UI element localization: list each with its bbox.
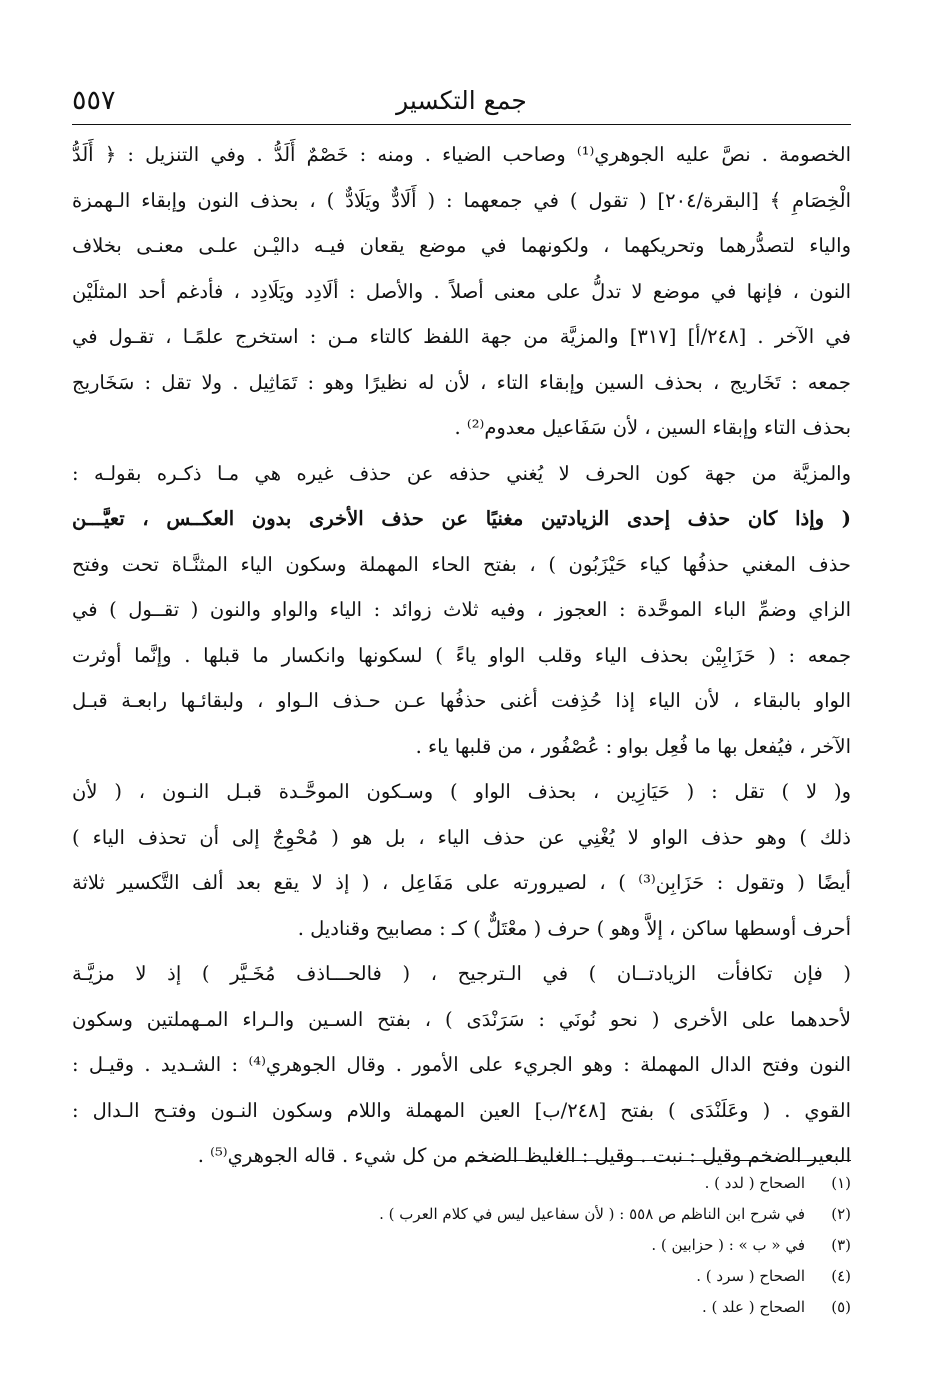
- footnote-number: (٤): [831, 1267, 851, 1285]
- footnote-number: (١): [831, 1174, 851, 1192]
- footnote: [72, 1230, 851, 1261]
- text-line: الخصومة . نصَّ عليه الجوهري⁽¹⁾ وصاحب الضياء . ومنه : خَصْمٌ أَلَدُّ . وفي التنزيل : ﴿ أَلَدُّ: [72, 143, 851, 166]
- footnote-text: الصحاح ( علد ) .: [701, 1298, 805, 1316]
- header-rule: [72, 124, 851, 125]
- footnote: [72, 1292, 851, 1323]
- footnote-number: (٣): [831, 1236, 851, 1254]
- body-text: [72, 132, 851, 1179]
- text-line: والياء لتصدُّرهما وتحريكهما ، ولكونهما في موضع يقعان فيـه داليْـن علـى معنـى بخلاف: [72, 234, 851, 257]
- text-line: الزاي وضمِّ الباء الموحَّدة : العجوز ، وفيه ثلاث زوائد : الياء والواو والنون ( تقــول ) في: [72, 598, 851, 621]
- text-line: الْخِصَامِ ﴾ [البقرة/٢٠٤] ( تقول ) في جمعهما : ( أَلَادٌّ ويَلَادٌّ ) ، بحذف النون وإبقاء الـهمزة: [72, 188, 851, 212]
- text-line: ( فإن تكافأت الزيادتــان ) في الـترجيح ، ( فالحـــاذف مُخَـيَّر ) إذ لا مزيَّـة: [72, 962, 851, 985]
- page-number: ٥٥٧: [72, 85, 116, 116]
- text-line: ( وإذا كان حذف إحدى الزيادتين مغنيًا عن حذف الأخرى بدون العكــس ، تعيَّـــن: [72, 507, 851, 530]
- footnotes: [72, 1168, 851, 1323]
- footnote-text: الصحاح ( سرد ) .: [696, 1267, 805, 1285]
- footnote: [72, 1199, 851, 1230]
- footnote-text: في شرح ابن الناظم ص ٥٥٨ : ( لأن سفاعيل ليس في كلام العرب ) .: [379, 1205, 805, 1223]
- footnote-number: (٢): [831, 1205, 851, 1223]
- text-line: والمزيَّة من جهة كون الحرف لا يُغني حذفه عن حذف غيره هي مـا ذكـره بقولـه :: [72, 461, 851, 485]
- footnote: [72, 1261, 851, 1292]
- text-line: جمعه : تَخَاريج ، بحذف السين وإبقاء التاء ، لأن له نظيرًا وهو : تَمَاثِيل . ولا تقل : سَخَاريج: [72, 370, 851, 394]
- text-line: الواو بالبقاء ، لأن الياء إذا حُذِفت أغنى حذفُها عـن حـذف الـواو ، ولبقائـها رابعـة قبـل: [72, 689, 851, 712]
- text-line: جمعه : ( حَزَابِيْن بحذف الياء وقلب الواو ياءً ) لسكونها وانكسار ما قبلها . وإنَّما أوثرت: [72, 643, 851, 667]
- text-line: ذلك ) وهو حذف الواو لا يُغْنِي عن حذف الياء ، بل هو ( مُحْوِجٌ إلى أن تحذف الياء ): [72, 825, 851, 849]
- text-line: الآخر ، فيُفعل بها ما فُعِل بواو : عُصْفُور ، من قلبها ياء .: [415, 734, 851, 758]
- text-line: حذف المغني حذفُها كياء حَيْزَبُون ) ، بفتح الحاء المهملة وسكون الياء المثنَّـاة تحت وفتح: [72, 552, 851, 576]
- running-title: جمع التكسير: [396, 86, 527, 115]
- footnote: [72, 1168, 851, 1199]
- footnote-text: في « ب » : ( حزابين ) .: [651, 1236, 805, 1254]
- footnote-text: الصحاح ( لدد ) .: [704, 1174, 805, 1192]
- footnote-rule: [470, 1160, 851, 1161]
- text-line: البعير الضخم وقيل : نبت . وقيل : الغليظ الضخم من كل شيء . قاله الجوهري⁽⁵⁾ .: [197, 1144, 851, 1167]
- text-line: النون ، فإنها في موضع لا تدلُّ على معنى أصلاً . والأصل : ألَادِد ويَلَادِد ، فأدغم أحد المثلَيْن: [72, 279, 851, 303]
- page-header: [72, 82, 851, 122]
- text-line: لأحدهما على الأخرى ( نحو نُونَي : سَرَنْدَى ) ، بفتح السـين والـراء المـهملتين وسكون: [72, 1007, 851, 1031]
- text-line: النون وفتح الدال المهملة : وهو الجريء على الأمور . وقال الجوهري⁽⁴⁾ : الشـديد . وقيـل :: [72, 1053, 851, 1076]
- text-line: القوي . ( وعَلَنْدَى ) بفتح [٢٤٨/ب] العين المهملة واللام وسكون النـون وفتـح الـدال :: [72, 1098, 851, 1122]
- text-line: في الآخر . [٢٤٨/أ] [٣١٧] والمزيَّة من جهة اللفظ كالتاء مـن : استخرج علمًـا ، تقـول في: [72, 325, 851, 348]
- footnote-number: (٥): [831, 1298, 851, 1316]
- text-line: و( لا ) تقل : ( حَيَازِين ، بحذف الواو ) وسـكون الموحَّـدة قبـل النـون ، ( لأن: [72, 780, 851, 803]
- text-line: بحذف التاء وإبقاء السين ، لأن سَفَاعيل معدوم⁽²⁾ .: [454, 416, 851, 439]
- text-line: أحرف أوسطها ساكن ، إلاَّ وهو ) حرف ( معْتَلٌّ ) كـ : مصابيح وقناديل .: [297, 916, 851, 940]
- text-line: أيضًا ( وتقول : حَزَابِن⁽³⁾ ) ، لصيرورته على مَفَاعِل ، ( إذ لا يقع بعد ألف التَّكسير ثلاثة: [72, 871, 851, 894]
